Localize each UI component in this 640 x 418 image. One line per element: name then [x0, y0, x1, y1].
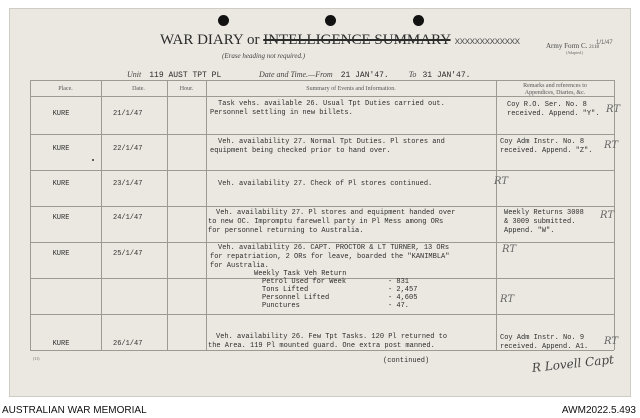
page-number: (11): [33, 356, 40, 361]
entry-date: 26/1/47: [113, 340, 143, 348]
remarks-line: Weekly Returns 3008: [504, 209, 584, 217]
punch-hole: [413, 15, 424, 26]
remarks-line: received. Append. "Z".: [500, 147, 593, 155]
entry-date: 23/1/47: [113, 180, 143, 188]
weekly-return-label: Petrol Used for Week: [262, 278, 347, 286]
handwritten-initials: RT: [502, 244, 517, 255]
unit-value: 119 AUST TPT PL: [149, 71, 222, 80]
summary-line: Veh. availability 27. Normal Tpt Duties. Pl stores and: [218, 138, 445, 146]
entry-place: KURE: [52, 110, 70, 118]
entry-summary: [208, 209, 493, 236]
entry-remarks: [504, 209, 608, 236]
grid-line: [167, 80, 168, 350]
footer-institution: AUSTRALIAN WAR MEMORIAL: [2, 405, 147, 416]
entry-summary: [210, 244, 495, 271]
entry-place: KURE: [52, 145, 70, 153]
grid-line: [101, 80, 102, 350]
col-place: Place.: [58, 86, 73, 92]
col-remarks: [496, 83, 614, 97]
from-value: 21 JAN'47.: [340, 71, 389, 80]
col-date: Date.: [132, 86, 145, 92]
entry-remarks: [507, 101, 611, 119]
entry-place: KURE: [52, 250, 70, 258]
summary-line: Veh. availability 26. Few Tpt Tasks. 120 Pl returned to: [216, 333, 448, 341]
entry-place: KURE: [52, 180, 70, 188]
summary-line: Veh. availability 27. Check of Pl stores continued.: [218, 180, 433, 188]
grid-line: [30, 170, 614, 171]
summary-line: Task vehs. available 26. Usual Tpt Duties carried out.: [218, 100, 445, 108]
title-prefix: WAR DIARY or: [160, 32, 260, 48]
grid-line: [30, 80, 31, 350]
to-label: To: [408, 70, 417, 79]
entry-remarks: [500, 138, 604, 156]
weekly-return-value: - 2,457: [388, 286, 418, 294]
grid-line: [496, 80, 497, 350]
col-summary: Summary of Events and Information.: [306, 86, 396, 92]
summary-line: Veh. availability 27. Pl stores and equipment handed over: [216, 209, 456, 217]
col-remarks-line-2: Appendices, Diaries, &c.: [524, 90, 586, 96]
summary-line: Veh. availability 26. CAPT. PROCTOR & LT TURNER, 13 ORs: [218, 244, 450, 252]
remarks-line: received. Append. "Y".: [507, 110, 600, 118]
punch-hole: [218, 15, 229, 26]
form-label-text: Army Form C.: [546, 42, 588, 50]
unit-label: Unit: [127, 70, 142, 79]
summary-line: for Australia.: [210, 262, 269, 270]
grid-line: [30, 242, 614, 243]
handwritten-initials: RT: [606, 104, 621, 115]
summary-line: the Area. 119 Pl mounted guard. One extra post manned.: [208, 342, 435, 350]
weekly-return-value: - 47.: [388, 302, 410, 310]
punch-hole: [325, 15, 336, 26]
remarks-line: Coy R.O. Ser. No. 8: [507, 101, 587, 109]
entry-place: KURE: [52, 340, 70, 348]
handwritten-initials: RT: [604, 140, 619, 151]
summary-line: for personnel returning to Australia.: [208, 227, 364, 235]
summary-line: for repatriation, 2 ORs for leave, boarded the "KANIMBLA": [210, 253, 450, 261]
entry-date: 24/1/47: [113, 214, 143, 222]
entry-summary: [210, 138, 495, 156]
entry-place: KURE: [52, 214, 70, 222]
grid-line: [206, 80, 207, 350]
title-typed-over: xxxxxxxxxxxxx: [454, 37, 520, 48]
form-number: 2118: [589, 45, 599, 50]
weekly-return-value: - 4,605: [388, 294, 418, 302]
form-sub: (Adapted.): [566, 50, 584, 55]
grid-line: [30, 134, 614, 135]
diary-title: [160, 32, 519, 49]
date-label: Date and Time.—From: [259, 70, 333, 79]
diary-subtitle: (Erase heading not required.): [222, 52, 306, 60]
weekly-return-label: Punctures: [262, 302, 300, 310]
handwritten-initials: RT: [604, 336, 619, 347]
entry-summary: [208, 333, 493, 351]
ink-dot: [92, 159, 94, 161]
grid-line: [614, 80, 615, 350]
remarks-line: & 3009 submitted.: [504, 218, 576, 226]
summary-line: Personnel settling in new billets.: [210, 109, 353, 117]
entry-date: 22/1/47: [113, 145, 143, 153]
grid-line: [30, 206, 614, 207]
entry-date: 21/1/47: [113, 110, 143, 118]
entry-summary: [210, 100, 495, 118]
remarks-line: Append. "W".: [504, 227, 555, 235]
summary-line: equipment being checked prior to hand over.: [210, 147, 391, 155]
title-struck: INTELLIGENCE SUMMARY: [263, 32, 451, 48]
handwritten-initials: RT: [500, 294, 515, 305]
summary-line: to new OC. Impromptu farewell party in Pl Mess among ORs: [208, 218, 444, 226]
remarks-line: Coy Adm Instr. No. 9: [500, 334, 585, 342]
handwritten-initials: RT: [494, 176, 509, 187]
entry-summary: [210, 180, 495, 189]
col-hour: Hour.: [179, 86, 194, 92]
unit-line: [127, 70, 221, 80]
remarks-line: received. Append. A1.: [500, 343, 589, 351]
weekly-return-title: Weekly Task Veh Return: [254, 270, 347, 278]
footer-reference: AWM2022.5.493: [561, 405, 636, 416]
handwritten-initials: RT: [600, 210, 615, 221]
grid-line: [30, 80, 614, 81]
continued-note: (continued): [383, 357, 430, 365]
date-range: [259, 70, 470, 80]
grid-line: [30, 96, 614, 97]
weekly-return-value: - 831: [388, 278, 410, 286]
weekly-return-label: Tons Lifted: [262, 286, 309, 294]
weekly-return-label: Personnel Lifted: [262, 294, 330, 302]
entry-date: 25/1/47: [113, 250, 143, 258]
form-label: [546, 42, 599, 50]
to-value: 31 JAN'47.: [422, 71, 471, 80]
officer-signature: R Lovell Capt: [531, 352, 615, 375]
entry-remarks: [500, 334, 604, 352]
remarks-line: Coy Adm Instr. No. 8: [500, 138, 585, 146]
form-date: 1/1/47: [596, 40, 613, 46]
col-remarks-line-1: Remarks and references to: [523, 83, 587, 89]
grid-line: [30, 314, 614, 315]
